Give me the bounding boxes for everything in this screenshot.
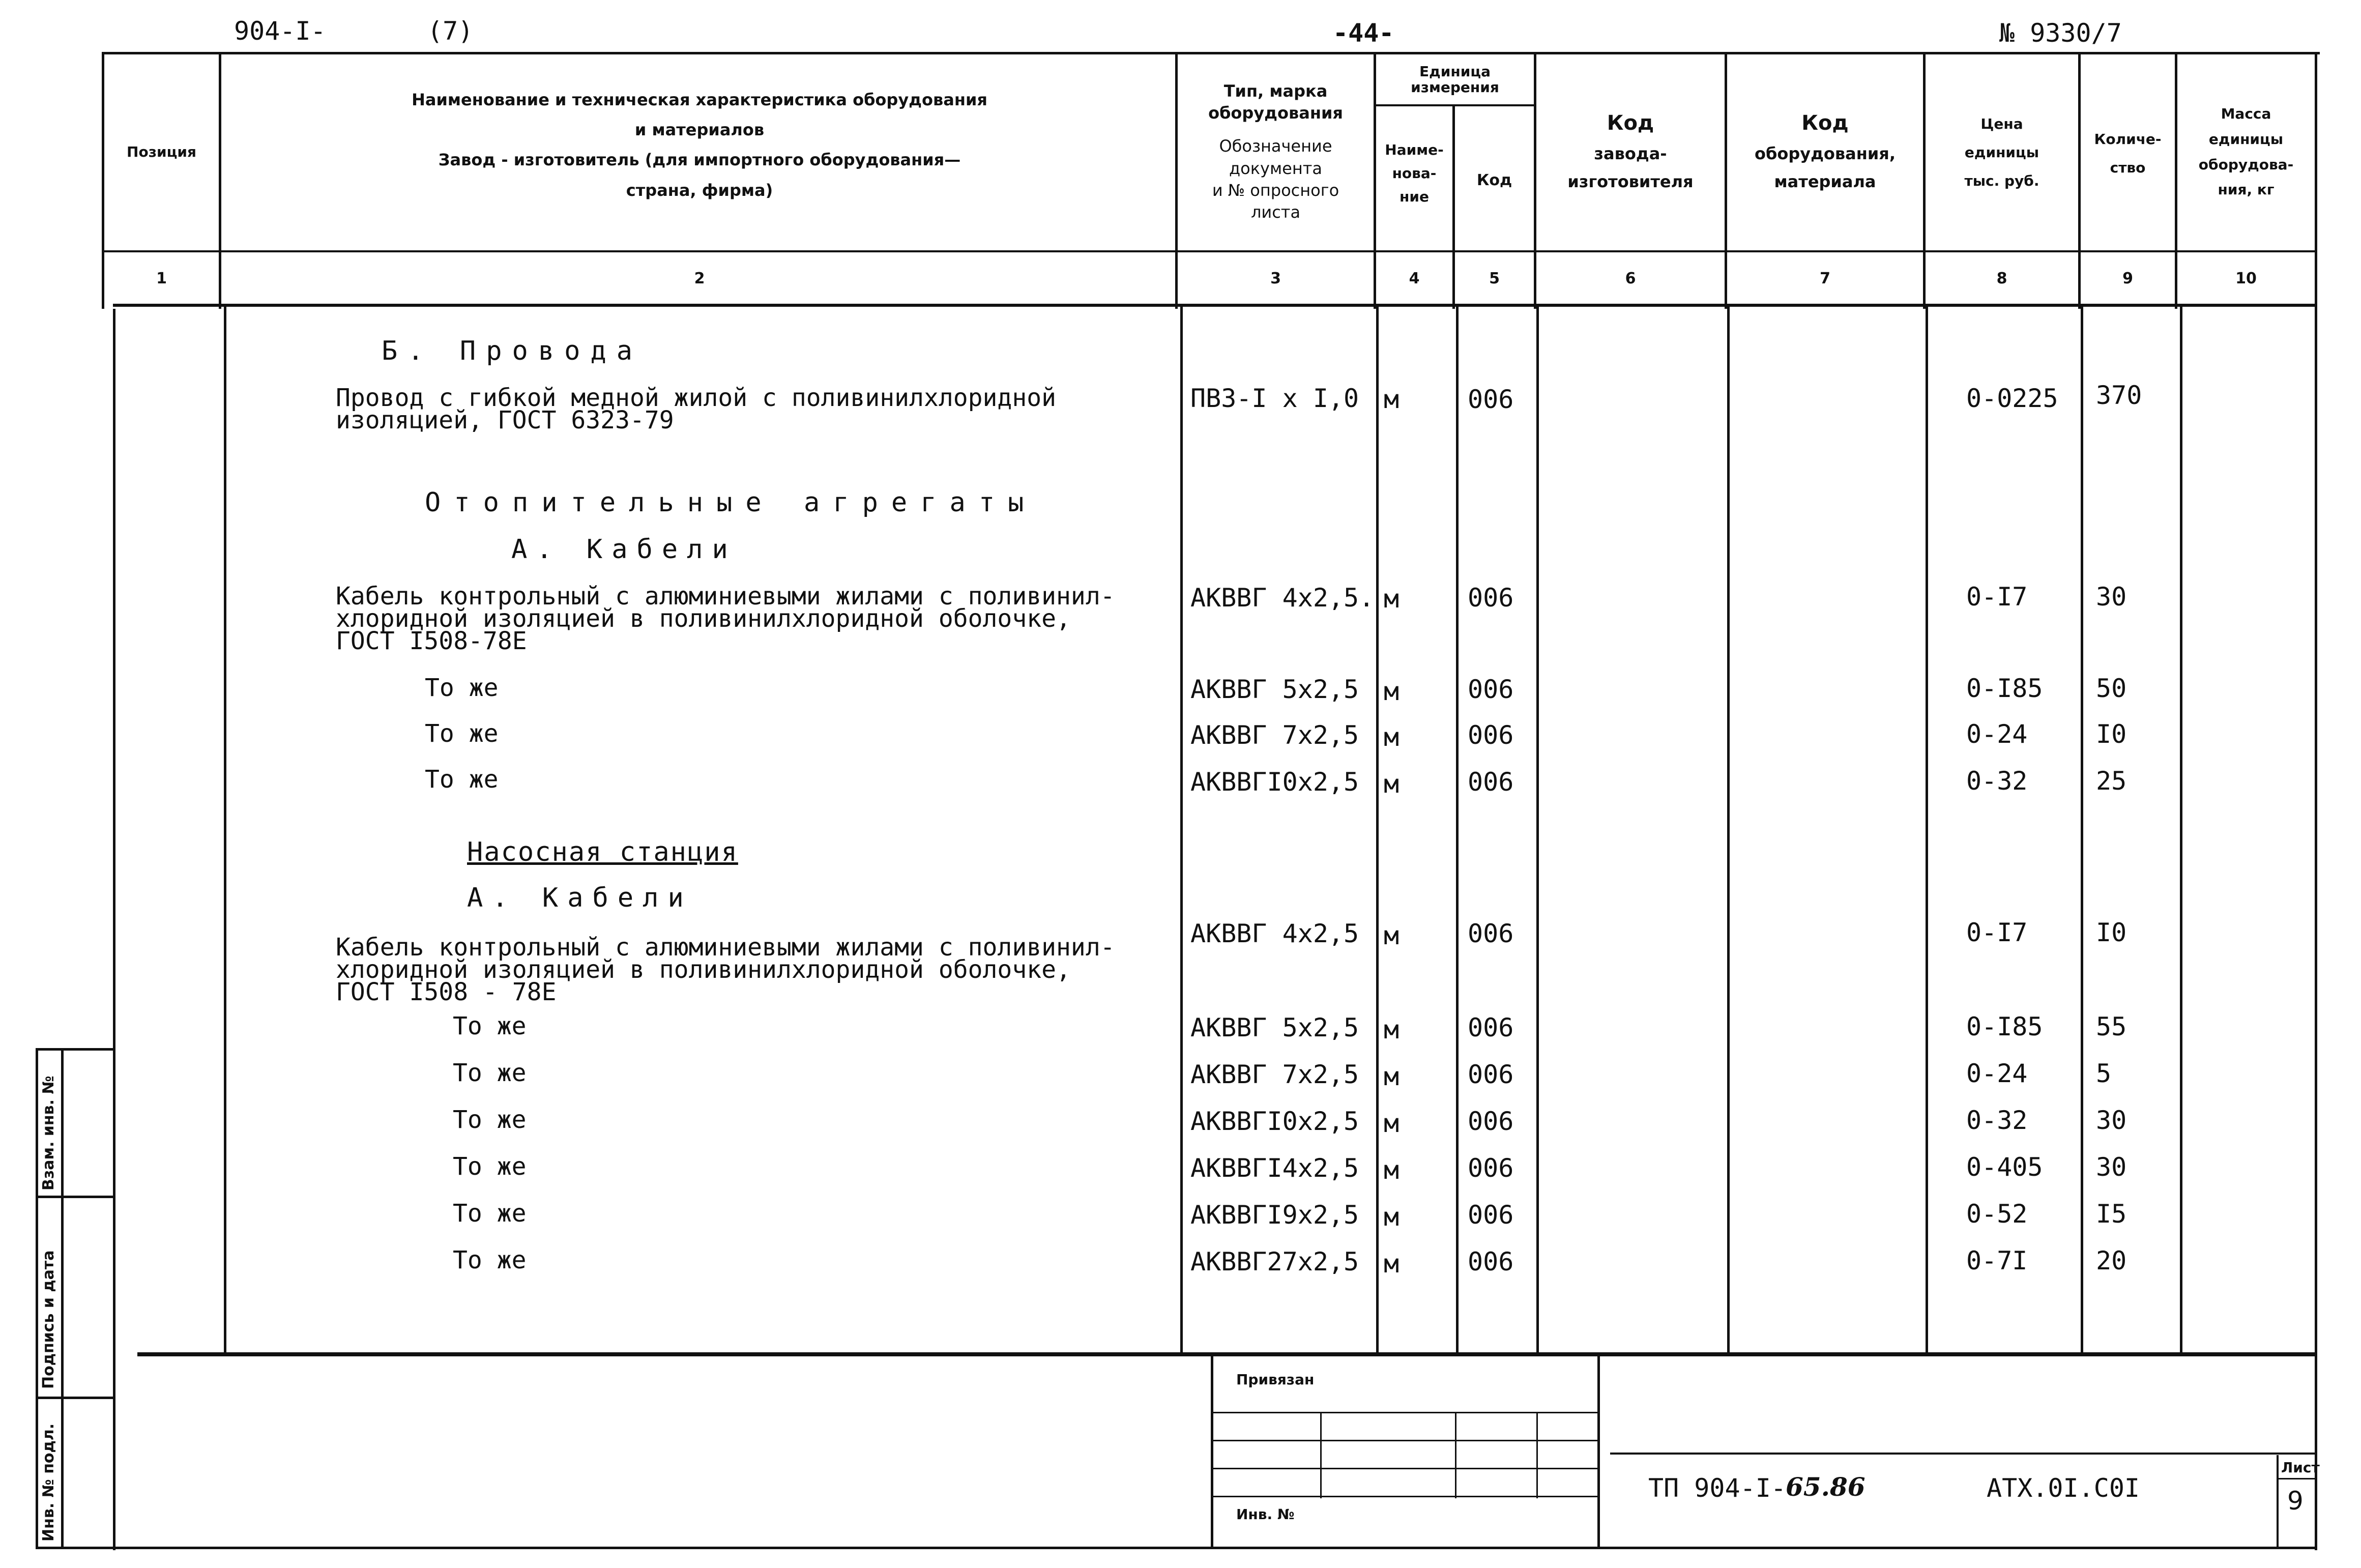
- frame-top: [102, 52, 2320, 54]
- body-line-1: [224, 307, 226, 1355]
- row-unit: м: [1384, 1062, 1400, 1091]
- doc-code: АТХ.0I.С0I: [1987, 1473, 2140, 1503]
- row-unit: м: [1384, 677, 1400, 706]
- side-sign: Подпись и дата: [40, 1250, 57, 1389]
- side-hline-1: [36, 1048, 114, 1051]
- row-type: АКВВГI0х2,5: [1190, 767, 1359, 797]
- hdr-equipment-code: Код оборудования, материала: [1755, 111, 1896, 192]
- row-unit: м: [1384, 921, 1400, 950]
- row-code: 006: [1468, 385, 1514, 414]
- hdr-position: Позиция: [127, 143, 196, 160]
- row-unit: м: [1384, 385, 1400, 414]
- row-qty: 20: [2096, 1246, 2127, 1275]
- frame-right: [2315, 52, 2317, 1550]
- stamp-hline-5: [1610, 1453, 2317, 1455]
- unit-group-line: [1374, 104, 1536, 106]
- stamp-vline-3: [1320, 1412, 1322, 1498]
- hdr-price: Цена единицы тыс. руб.: [1964, 115, 2039, 189]
- same-text: То же: [453, 1059, 527, 1087]
- row-qty: 370: [2096, 381, 2142, 410]
- stamp-vline-2: [1597, 1354, 1600, 1548]
- body-line-9: [2180, 307, 2182, 1355]
- hdr-qty: Количе- ство: [2094, 131, 2162, 176]
- same-text: То же: [453, 1106, 527, 1134]
- row-type: АКВВГ 7х2,5: [1190, 720, 1359, 750]
- row-unit: м: [1384, 584, 1400, 614]
- side-vline-inner: [61, 1048, 64, 1549]
- side-vline-outer: [36, 1048, 38, 1549]
- same-text: То же: [453, 1199, 527, 1228]
- row-unit: м: [1384, 1202, 1400, 1232]
- hdr-name: Наименование и техническая характеристика оборудования и материалов Завод - изготовитель (для импортного оборудования— страна, фирма): [412, 90, 987, 200]
- side-hline-2: [36, 1196, 114, 1198]
- stamp-hline-4: [1213, 1496, 1597, 1497]
- row-price: 0-I85: [1966, 674, 2043, 703]
- body-line-7: [1926, 307, 1928, 1355]
- row-price: 0-32: [1966, 766, 2028, 796]
- row-type: АКВВГ 5х2,5: [1190, 1013, 1359, 1042]
- row-unit: м: [1384, 769, 1400, 799]
- row-type: АКВВГ 5х2,5: [1190, 675, 1359, 704]
- row-qty: I5: [2096, 1199, 2127, 1229]
- side-replace: Взам. инв. №: [40, 1076, 57, 1190]
- stamp-hline-3: [1213, 1468, 1597, 1469]
- row-qty: 5: [2096, 1059, 2112, 1088]
- frame-left: [113, 309, 115, 1550]
- col-number: 6: [1625, 270, 1636, 287]
- row-code: 006: [1468, 1107, 1514, 1136]
- col-number: 5: [1489, 270, 1500, 287]
- hdr-unit-name: Наиме- нова- ние: [1385, 141, 1444, 205]
- body-line-5: [1536, 307, 1539, 1355]
- row-price: 0-I7: [1966, 918, 2028, 947]
- numbers-line: [113, 304, 2317, 307]
- row-unit: м: [1384, 722, 1400, 752]
- side-orig: Инв. № подл.: [40, 1423, 57, 1542]
- cable-description-1: Кабель контрольный с алюминиевыми жилами с поливинил- хлоридной изоляцией в поливинилхлоридной оболочке, ГОСТ I508-78Е: [336, 582, 1115, 655]
- row-qty: 25: [2096, 766, 2127, 796]
- col-number: 8: [1996, 270, 2007, 287]
- header-line: [102, 250, 2317, 252]
- stamp-top-line: [137, 1352, 2317, 1356]
- stamp-linked: Привязан: [1236, 1371, 1315, 1388]
- row-type: АКВВГI0х2,5: [1190, 1107, 1359, 1136]
- row-qty: I0: [2096, 719, 2127, 749]
- col-number: 9: [2122, 270, 2133, 287]
- stamp-inv: Инв. №: [1236, 1506, 1295, 1523]
- cable-description-2: Кабель контрольный с алюминиевыми жилами с поливинил- хлоридной изоляцией в поливинилхлоридной оболочке, ГОСТ I508 - 78Е: [336, 933, 1115, 1006]
- row-qty: I0: [2096, 918, 2127, 947]
- row-code: 006: [1468, 1153, 1514, 1183]
- row-type: АКВВГI9х2,5: [1190, 1200, 1359, 1230]
- row-price: 0-7I: [1966, 1246, 2028, 1275]
- stamp-hline-6: [2278, 1478, 2316, 1479]
- row-type: АКВВГ 7х2,5: [1190, 1060, 1359, 1089]
- col-number: 1: [156, 270, 167, 287]
- body-line-2: [1180, 307, 1183, 1355]
- row-code: 006: [1468, 583, 1514, 613]
- same-text: То же: [453, 1246, 527, 1274]
- row-type: ПВЗ-I х I,0: [1190, 384, 1359, 413]
- row-code: 006: [1468, 675, 1514, 704]
- row-qty: 30: [2096, 1106, 2127, 1135]
- row-unit: м: [1384, 1155, 1400, 1185]
- side-hline-3: [36, 1397, 114, 1399]
- row-price: 0-24: [1966, 1059, 2028, 1088]
- row-price: 0-24: [1966, 719, 2028, 749]
- row-code: 006: [1468, 767, 1514, 797]
- stamp-vline-5: [1536, 1412, 1538, 1498]
- row-type: АКВВГI4х2,5: [1190, 1153, 1359, 1183]
- section-cables-1: А. Кабели: [511, 534, 737, 565]
- hdr-unit-code: Код: [1476, 171, 1512, 189]
- series-number: 904-I-: [234, 16, 326, 46]
- row-qty: 50: [2096, 674, 2127, 703]
- col-number: 4: [1409, 270, 1420, 287]
- body-line-3: [1376, 307, 1379, 1355]
- col-line-1: [219, 52, 221, 309]
- row-unit: м: [1384, 1249, 1400, 1279]
- row-unit: м: [1384, 1015, 1400, 1044]
- same-text: То же: [453, 1012, 527, 1040]
- body-line-4: [1456, 307, 1459, 1355]
- same-text: То же: [453, 1152, 527, 1181]
- stamp-vline-1: [1211, 1354, 1213, 1548]
- wire-description: Провод с гибкой медной жилой с поливинилхлоридной изоляцией, ГОСТ 6323-79: [336, 384, 1057, 434]
- stamp-vline-6: [2277, 1455, 2279, 1547]
- same-text: То же: [425, 674, 499, 702]
- hdr-unit: Единица измерения: [1411, 63, 1499, 96]
- section-cables-2: А. Кабели: [467, 883, 693, 913]
- row-price: 0-32: [1966, 1106, 2028, 1135]
- row-qty: 30: [2096, 1152, 2127, 1182]
- row-price: 0-405: [1966, 1152, 2043, 1182]
- doc-number-handwritten: 65.86: [1786, 1472, 1866, 1502]
- section-heating: Отопительные агрегаты: [425, 487, 1037, 518]
- col-number: 3: [1270, 270, 1281, 287]
- col-number: 10: [2235, 270, 2257, 287]
- body-line-6: [1727, 307, 1730, 1355]
- hdr-type: Тип, марка оборудования Обозначение документа и № опросного листа: [1208, 81, 1343, 222]
- row-price: 0-52: [1966, 1199, 2028, 1229]
- frame-bottom: [36, 1547, 2317, 1549]
- row-unit: м: [1384, 1109, 1400, 1138]
- sheet-number: 9: [2287, 1486, 2304, 1516]
- album-number: № 9330/7: [1999, 18, 2122, 48]
- same-text: То же: [425, 765, 499, 794]
- row-type: АКВВГ27х2,5: [1190, 1247, 1359, 1276]
- row-qty: 30: [2096, 582, 2127, 612]
- same-text: То же: [425, 719, 499, 748]
- sheet-label: Лист: [2281, 1459, 2320, 1476]
- row-qty: 55: [2096, 1012, 2127, 1041]
- hdr-mass: Масса единицы оборудова- ния, кг: [2198, 105, 2294, 198]
- row-code: 006: [1468, 919, 1514, 948]
- row-price: 0-I7: [1966, 582, 2028, 612]
- section-wires: Б. Провода: [382, 336, 643, 366]
- stamp-vline-4: [1455, 1412, 1456, 1498]
- row-type: АКВВГ 4х2,5.: [1190, 583, 1375, 613]
- page-number: -44-: [1333, 18, 1394, 48]
- row-code: 006: [1468, 1013, 1514, 1042]
- doc-prefix: ТП 904-I-: [1648, 1473, 1786, 1503]
- row-code: 006: [1468, 1247, 1514, 1276]
- part-number: (7): [427, 16, 474, 46]
- body-line-8: [2081, 307, 2083, 1355]
- row-code: 006: [1468, 1200, 1514, 1230]
- row-price: 0-0225: [1966, 384, 2058, 413]
- row-code: 006: [1468, 1060, 1514, 1089]
- stamp-hline-1: [1213, 1412, 1597, 1413]
- row-code: 006: [1468, 720, 1514, 750]
- row-type: АКВВГ 4х2,5: [1190, 919, 1359, 948]
- row-price: 0-I85: [1966, 1012, 2043, 1041]
- section-pump: Насосная станция: [467, 837, 738, 867]
- col-number: 7: [1820, 270, 1830, 287]
- stamp-hline-2: [1213, 1440, 1597, 1441]
- hdr-factory-code: Код завода- изготовителя: [1567, 111, 1694, 192]
- col-number: 2: [694, 270, 705, 287]
